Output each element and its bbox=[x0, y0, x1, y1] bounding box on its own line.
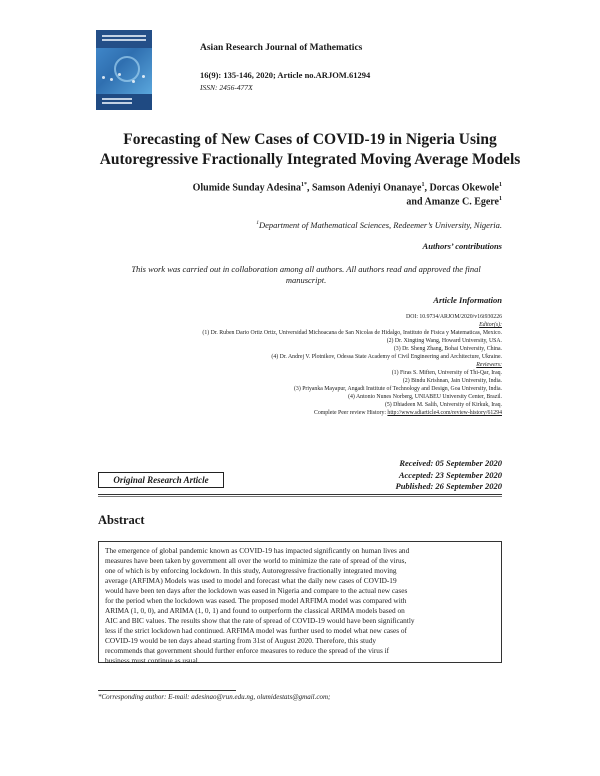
abstract-line: The emergence of global pandemic known as COVID-19 has impacted significantly on human lives and bbox=[105, 546, 410, 555]
abstract-line: measures have been taken by government all over the world to minimize the rate of spread of the virus, bbox=[105, 556, 407, 565]
reviewer-3: (3) Priyanka Mayapur, Angadi Institute of Technology and Design, Goa University, India. bbox=[293, 386, 502, 392]
paper-title bbox=[60, 130, 560, 170]
abstract-line: COVID-19 would be ten days ahead starting from 31st of August 2020. Therefore, this study bbox=[105, 636, 377, 645]
abstract-heading: Abstract bbox=[98, 513, 145, 527]
author-1: Olumide Sunday Adesina bbox=[192, 182, 301, 194]
contributions-heading: Authors’ contributions bbox=[422, 241, 502, 251]
abstract-line: business must continue as usual. bbox=[105, 656, 200, 665]
peer-review-link[interactable]: http://www.sdiarticle4.com/review-history/61294 bbox=[387, 410, 502, 416]
doi: DOI: 10.9734/ARJOM/2020/v16i930226 bbox=[406, 314, 502, 320]
abstract-line: ARIMA (1, 0, 0), and ARIMA (1, 0, 1) and found to outperform the classical ARIMA models based on bbox=[105, 606, 405, 615]
editor-4: (4) Dr. Andrej V. Plotnikov, Odessa State Academy of Civil Engineering and Architecture, Ukraine. bbox=[271, 354, 502, 360]
abstract-line: one of which is by enforcing lockdown. In this study, Autoregressive fractionally integrated moving bbox=[105, 566, 397, 575]
article-type-label: Original Research Article bbox=[98, 472, 224, 488]
editor-1: (1) Dr. Ruben Dario Ortiz Ortiz, Universidad Michoacana de San Nicolas de Hidalgo, Instituto de Fisica y Matematicas, Mexico. bbox=[202, 330, 502, 336]
issn: ISSN: 2456-477X bbox=[200, 83, 253, 92]
journal-logo bbox=[96, 30, 152, 110]
article-info-heading: Article Information bbox=[433, 295, 502, 305]
editor-3: (3) Dr. Sheng Zhang, Bohai University, China. bbox=[393, 346, 502, 352]
reviewer-2: (2) Bindu Krishnan, Jain University, India. bbox=[402, 378, 502, 384]
abstract-line: would have been ten days after the lockdown was eased in Nigeria and compare to the actual new cases bbox=[105, 586, 408, 595]
citation: 16(9): 135-146, 2020; Article no.ARJOM.61294 bbox=[200, 70, 371, 80]
title-line-2: Autoregressive Fractionally Integrated Moving Average Models bbox=[99, 151, 521, 168]
corresponding-author-footnote: *Corresponding author: E-mail: adesinao@run.edu.ng, olumidestats@gmail.com; bbox=[98, 693, 331, 701]
abstract-line: AIC and BIC values. The results show that the rate of spread of COVID-19 would have been significantly bbox=[105, 616, 415, 625]
abstract-line: less if the strict lockdown had continued. ARFIMA model was further used to model what new cases of bbox=[105, 626, 407, 635]
reviewer-1: (1) Firas S. Miften, University of Thi-Qar, Iraq. bbox=[391, 370, 502, 376]
editor-2: (2) Dr. Xingting Wang, Howard University, USA. bbox=[386, 338, 502, 344]
abstract-line: average (ARFIMA) Models was used to model and forecast what the daily new cases of COVID-19 bbox=[105, 576, 397, 585]
reviewer-4: (4) Antonio Nunes Norberg, UNIABEU University Center, Brazil. bbox=[348, 394, 502, 400]
divider bbox=[98, 494, 502, 495]
abstract-line: recommends that government should further enforce measures to reduce the spread of the virus if bbox=[105, 646, 390, 655]
authors-line-2: and Amanze C. Egere$^1$ bbox=[406, 196, 502, 208]
received-date: Received: 05 September 2020 bbox=[399, 458, 502, 468]
abstract-box bbox=[98, 541, 502, 663]
footnote-rule bbox=[98, 690, 236, 691]
title-line-1: Forecasting of New Cases of COVID-19 in Nigeria Using bbox=[123, 131, 497, 148]
published-date: Published: 26 September 2020 bbox=[395, 481, 502, 491]
reviewer-5: (5) Dhiadeen M. Salih, University of Kirkuk, Iraq. bbox=[384, 402, 502, 408]
divider-shadow bbox=[98, 496, 502, 497]
abstract-line: for the period when the lockdown was eased. The proposed model ARFIMA model was compared with bbox=[105, 596, 407, 605]
reviewers-heading: Reviewers: bbox=[476, 362, 502, 368]
editors-heading: Editor(s): bbox=[479, 322, 502, 328]
journal-name: Asian Research Journal of Mathematics bbox=[200, 43, 363, 53]
article-dates bbox=[396, 458, 502, 493]
authors-line-1: Olumide Sunday Adesina$^{1*}$, Samson Adeniyi Onanaye$^1$, Dorcas Okewole$^1$ bbox=[192, 182, 502, 194]
affiliation: $^1$Department of Mathematical Sciences, Redeemer’s University, Nigeria. bbox=[256, 220, 502, 230]
peer-review-history: Complete Peer review History: http://www.sdiarticle4.com/review-history/61294 bbox=[314, 410, 502, 416]
contributions-text: This work was carried out in collaboration among all authors. All authors read and approved the final manuscript. bbox=[131, 264, 481, 285]
accepted-date: Accepted: 23 September 2020 bbox=[398, 469, 502, 480]
